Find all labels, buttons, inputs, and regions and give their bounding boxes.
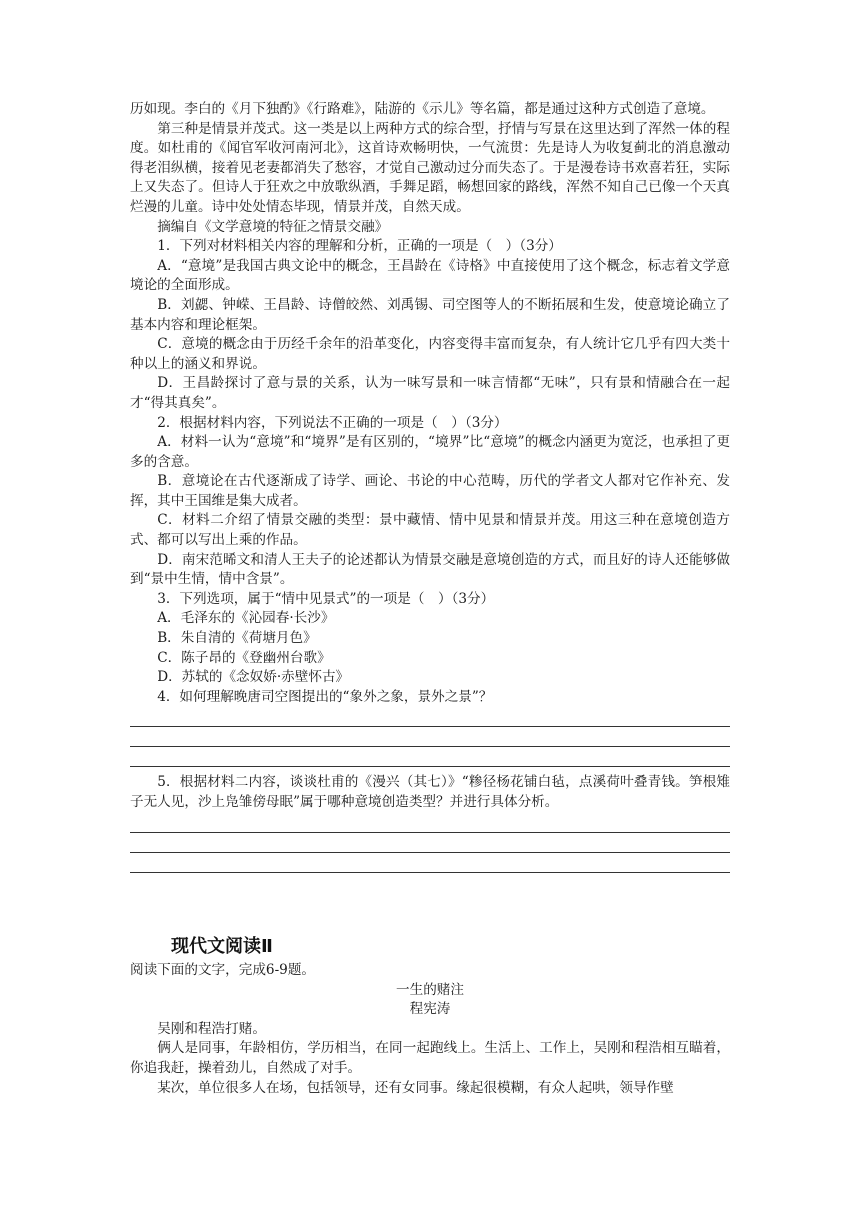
question-1: 1．下列对材料相关内容的理解和分析，正确的一项是（ ）（3分） (157, 238, 562, 255)
answer-lines-q4 (130, 707, 730, 767)
question-5: 5．根据材料二内容，谈谈杜甫的《漫兴（其七）》“糁径杨花铺白毡，点溪荷叶叠青钱。笋根雉子无人见，沙上凫雏傍母眠”属于哪种意境创造类型？并进行具体分析。 (130, 774, 730, 810)
answer-line (130, 813, 730, 833)
answer-line (130, 707, 730, 727)
section-title: 现代文阅读Ⅱ (171, 936, 273, 957)
answer-lines-q5 (130, 813, 730, 873)
instruction: 阅读下面的文字，完成6-9题。 (130, 962, 316, 978)
q2-option-a: A．材料一认为“意境”和“境界”是有区别的，“境界”比“意境”的概念内涵更为宽泛，也承担了更多的含意。 (130, 434, 730, 470)
q1-option-d: D．王昌龄探讨了意与景的关系，认为一味写景和一味言情都“无味”，只有景和情融合在一起才“得其真矣”。 (130, 375, 730, 411)
exam-page-bottom (130, 961, 730, 1098)
q3-option-d: D．苏轼的《念奴娇·赤壁怀古》 (157, 669, 350, 686)
q1-option-b: B．刘勰、钟嵘、王昌龄、诗僧皎然、刘禹锡、司空图等人的不断拓展和生发，使意境论确立了基本内容和理论框架。 (130, 296, 730, 333)
q2-option-c: C．材料二介绍了情景交融的类型：景中藏情、情中见景和情景并茂。用这三种在意境创造方式、都可以写出上乘的作品。 (130, 512, 730, 549)
question-4: 4．如何理解晚唐司空图提出的“象外之象，景外之景”？ (157, 688, 493, 705)
story-title: 一生的赌注 (396, 981, 464, 998)
paragraph-third-type: 第三种是情景并茂式。这一类是以上两种方式的综合型，抒情与写景在这里达到了浑然一体的程度。如杜甫的《闻官军收河南河北》，这首诗欢畅明快，一气流贯：先是诗人为收复蓟北的消息激动得老泪纵横，接着见老妻都消失了愁容，才觉自己激动过分而失态了。于是漫卷诗书欢喜若狂，实际上又失态了。但诗人于狂欢之中放歌纵酒，手舞足蹈，畅想回家的路线，浑然不知自己已像一个天真烂漫的儿童。诗中处处情态毕现，情景并茂，自然天成。 (130, 120, 730, 215)
q2-option-d: D．南宋范晞文和清人王夫子的论述都认为情景交融是意境创造的方式，而且好的诗人还能够做到“景中生情，情中含景”。 (130, 551, 730, 588)
q3-option-c: C．陈子昂的《登幽州台歌》 (157, 649, 331, 666)
answer-line (130, 833, 730, 853)
story-paragraph: 俩人是同事，年龄相仿，学历相当，在同一起跑线上。生活上、工作上，吴刚和程浩相互瞄着，你追我赶，操着劲儿，自然成了对手。 (130, 1040, 730, 1076)
q2-option-b: B．意境论在古代逐渐成了诗学、画论、书论的中心范畴，历代的学者文人都对它作补充、发挥，其中王国维是集大成者。 (130, 473, 730, 509)
q1-option-a: A．“意境”是我国古典文论中的概念，王昌龄在《诗格》中直接使用了这个概念，标志着文学意境论的全面形成。 (130, 257, 730, 294)
question-3: 3．下列选项，属于“情中见景式”的一项是（ ）（3分） (157, 590, 495, 607)
story-paragraph: 某次，单位很多人在场，包括领导，还有女同事。缘起很模糊，有众人起哄，领导作壁 (157, 1079, 674, 1096)
q3-option-b: B．朱自清的《荷塘月色》 (157, 630, 317, 647)
answer-line (130, 747, 730, 767)
story-author: 程宪涛 (409, 1001, 451, 1018)
answer-line (130, 727, 730, 747)
question-2: 2．根据材料内容，下列说法不正确的一项是（ ）（3分） (157, 414, 508, 431)
paragraph-continuation: 历如现。李白的《月下独酌》《行路难》，陆游的《示儿》等名篇，都是通过这种方式创造了意境。 (130, 101, 715, 117)
exam-page-top (130, 100, 730, 873)
answer-line (130, 853, 730, 873)
story-paragraph: 吴刚和程浩打赌。 (157, 1020, 266, 1037)
q3-option-a: A．毛泽东的《沁园春·长沙》 (157, 610, 335, 627)
q1-option-c: C．意境的概念由于历经千余年的沿革变化，内容变得丰富而复杂，有人统计它几乎有四大类十种以上的涵义和界说。 (130, 336, 730, 372)
source-note: 摘编自《文学意境的特征之情景交融》 (157, 218, 389, 235)
